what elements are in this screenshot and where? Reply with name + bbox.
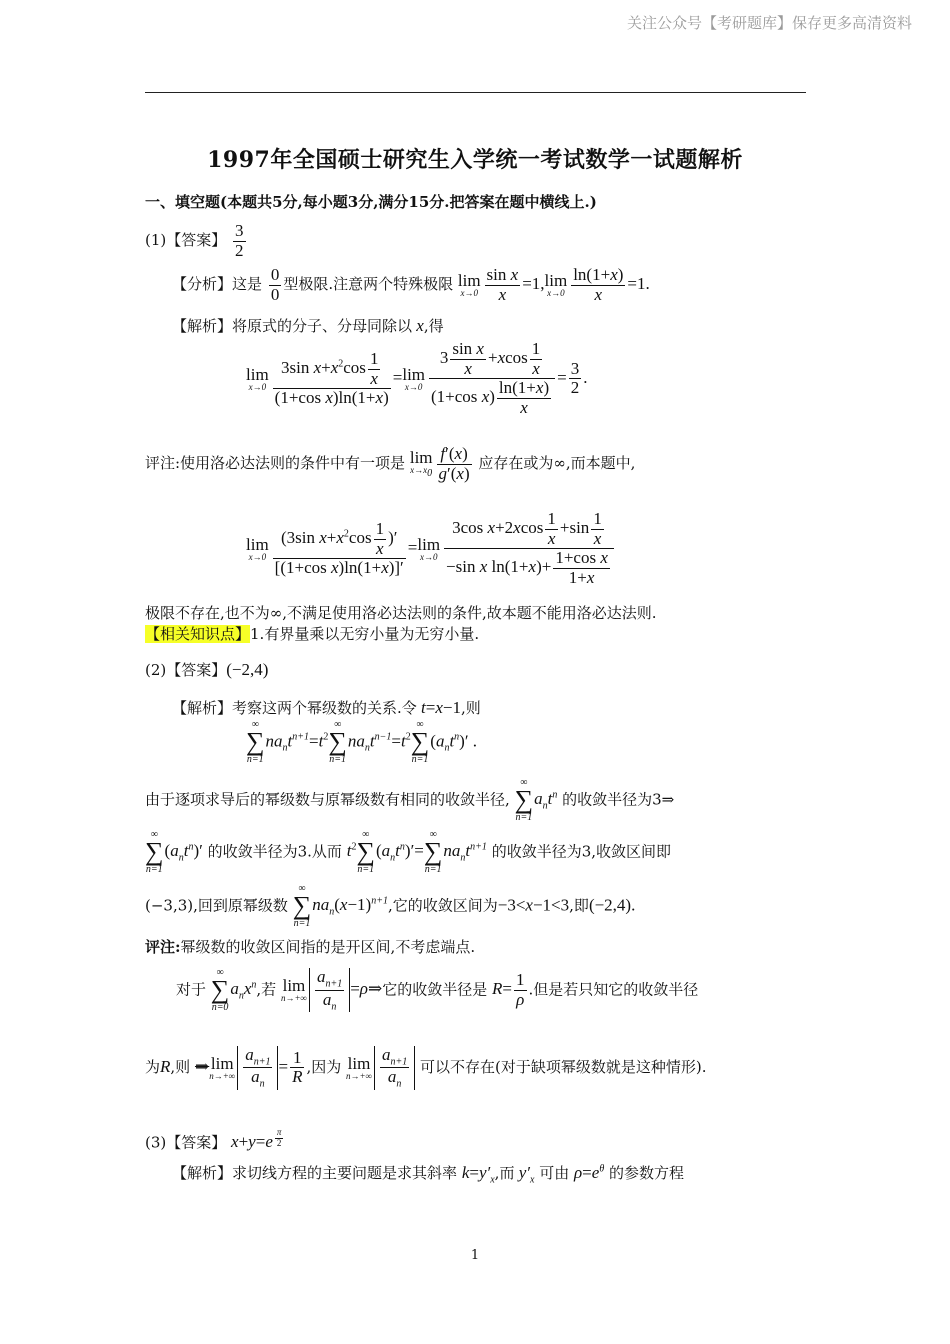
q2-note-text-c: 它的收敛半径是	[382, 980, 488, 999]
q2-note-text-e: 为	[145, 1057, 161, 1076]
q2-solution: 【解析】考察这两个幂级数的关系.令 t=x−1,则	[172, 698, 481, 717]
q2-note-text-d: .但是若只知它的收敛半径	[528, 980, 699, 999]
q1-equation-1: lim x→0 3sin $x+x^2\cos$ $\frac{1}{x}$ (1+cos x)ln(1+x) = lim x→0 3 $\frac{\text{sin x}}{x}$ +xcos $\frac{1}{x}$ (1+cos x) $\frac{\ln(1+x)}{x}$ = $\frac{3}{2}$ .	[246, 339, 588, 418]
knowledge-label: 【相关知识点】	[145, 625, 251, 643]
q1-equation-2: lim x→0 (3sin $x+x^2\cos$ $\frac{1}{x}$ )′ [(1+cos x)ln(1+x)]′ = lim x→0 3cos x+2xcos $\frac{1}{x}$ +sin $\frac{1}{x}$ −sin x ln(1+x)+ $\frac{\text{1+cos x}}{1+x}$	[246, 510, 616, 588]
q1-solution-label: 【解析】	[172, 317, 233, 335]
q3-solution-text-c: 可由	[539, 1164, 570, 1182]
q2-note-1: 对于 ∞ ∑ n=0 $a_nx^n$,若 lim n→+∞ $\frac{a_{n+1}}{a_n}$ =ρ⇒它的收敛半径是 R= $\frac{1}{\rho}$ .但是若只知它的收敛半径	[176, 967, 699, 1013]
q2-note-text-b: ,若	[256, 980, 277, 999]
q2-solution-text-b: ,则	[461, 699, 481, 717]
q3-solution-text: 求切线方程的主要问题是求其斜率	[232, 1164, 458, 1182]
q2-note-text-g: ,因为	[306, 1057, 342, 1076]
q1-conclusion: 极限不存在,也不为∞,不满足使用洛必达法则的条件,故本题不能用洛必达法则.	[145, 604, 657, 622]
q3-solution: 【解析】求切线方程的主要问题是求其斜率 $k=y'_x$,而 $y'_x$ 可由 $\rho=e^\theta$ 的参数方程	[172, 1163, 685, 1186]
q2-note-text-h: 可以不存在(对于缺项幂级数就是这种情形).	[420, 1057, 707, 1076]
q2-equation-1: ∞ ∑ n=1 $na_nt^{n+1}=t^2$ ∞ ∑ n=1 $na_nt^{n-1}=t^2$ ∞ ∑ n=1 $(a_nt^n)'$ .	[246, 719, 478, 765]
q2-note-text-f: ,则	[170, 1057, 191, 1076]
q1-solution-text: 将原式的分子、分母同除以	[232, 317, 413, 335]
q1-answer: (1)【答案】 $\frac{3}{2}$	[145, 221, 244, 260]
q3-solution-label: 【解析】	[172, 1164, 233, 1182]
q2-line-c: (−3,3),回到原幂级数 ∞ ∑ n=1 $na_n(x-1)^{n+1}$,它的收敛区间为−3<x−1<3,即(−2,4).	[145, 883, 636, 929]
q2-solution-label: 【解析】	[172, 699, 233, 717]
q1-analysis-label: 【分析】	[172, 275, 233, 294]
q2-note-text-a: 对于	[176, 980, 207, 999]
q2-line-a: 由于逐项求导后的幂级数与原幂级数有相同的收敛半径, ∞ ∑ n=1 $a_nt^n$ 的收敛半径为3⇒	[145, 777, 675, 823]
q2-comment-text: 幂级数的收敛区间指的是开区间,不考虑端点.	[180, 938, 476, 956]
q1-analysis-text-b: 型极限.注意两个特殊极限	[283, 275, 454, 294]
q1-solution: 【解析】将原式的分子、分母同除以 x,得	[172, 316, 444, 335]
q2-solution-text: 考察这两个幂级数的关系.令	[232, 699, 417, 717]
section-heading: 一、填空题(本题共5分,每小题3分,满分15分.把答案在题中横线上.)	[145, 193, 597, 211]
header-rule	[145, 92, 806, 93]
page-title: 1997年全国硕士研究生入学统一考试数学一试题解析	[207, 147, 743, 173]
q1-solution-text-b: ,得	[423, 317, 444, 335]
q2-line-a-text-2: 的收敛半径为3⇒	[562, 790, 675, 809]
q3-answer: (3)【答案】 x+y=e $^{\frac{\pi}{2}}$	[145, 1127, 282, 1152]
q2-comment	[145, 938, 475, 956]
q1-answer-label: (1)【答案】	[145, 231, 227, 250]
q2-comment-label: 评注:	[145, 938, 181, 956]
knowledge-text: 1.有界量乘以无穷小量为无穷小量.	[250, 625, 480, 643]
q2-note-2: 为R,则 ⇒ lim n→+∞ $\frac{a_{n+1}}{a_n}$ = $\frac{1}{R}$ ,因为 lim n→+∞ $\frac{a_{n+1}}{a_n}$ 可以不存在(对于缺项幂级数就是这种情形).	[145, 1045, 707, 1090]
q2-line-b-text-2: 的收敛半径为3,收敛区间即	[491, 842, 672, 861]
page-number: 1	[470, 1248, 480, 1263]
q1-knowledge	[145, 625, 479, 643]
q1-comment-text-b: 应存在或为∞,而本题中,	[478, 454, 636, 473]
q1-analysis-text: 这是	[232, 275, 263, 294]
q1-comment: 评注:使用洛必达法则的条件中有一项是 lim $x\to x_0$ $\frac{f'(x)}{g'(x)}$ 应存在或为∞,而本题中,	[145, 444, 636, 483]
q1-analysis: 【分析】这是 $\frac{0}{0}$ 型极限.注意两个特殊极限 lim x→0 $\frac{\text{sin x}}{x}$ =1, lim x→0 $\frac{\ln(1+x)}{x}$ =1.	[172, 265, 650, 304]
q2-line-a-text: 由于逐项求导后的幂级数与原幂级数有相同的收敛半径,	[145, 790, 510, 809]
q2-line-c-text: (−3,3),回到原幂级数	[145, 896, 288, 915]
q2-line-b-text: 的收敛半径为3.从而	[207, 842, 342, 861]
q2-line-c-text-2: ,它的收敛区间为	[387, 896, 498, 915]
q2-answer	[145, 660, 268, 680]
q2-line-c-text-3: ,即	[569, 896, 589, 915]
watermark: 关注公众号【考研题库】保存更多高清资料	[626, 14, 912, 32]
q1-comment-text: 评注:使用洛必达法则的条件中有一项是	[145, 454, 406, 473]
q3-solution-text-d: 的参数方程	[609, 1164, 685, 1182]
q2-line-b: ∞ ∑ n=1 $(a_nt^n)'$ 的收敛半径为3.从而 $t^2$ ∞ ∑ n=1 $(a_nt^n)'=$ ∞ ∑ n=1 $na_nt^{n+1}$ 的收敛半径为3,收敛区间即	[145, 829, 672, 875]
q2-answer-label: (2)【答案】	[145, 661, 227, 679]
q2-answer-value: (−2,4)	[226, 660, 269, 679]
q3-answer-label: (3)【答案】	[145, 1133, 227, 1152]
q3-solution-text-b: ,而	[494, 1164, 515, 1182]
